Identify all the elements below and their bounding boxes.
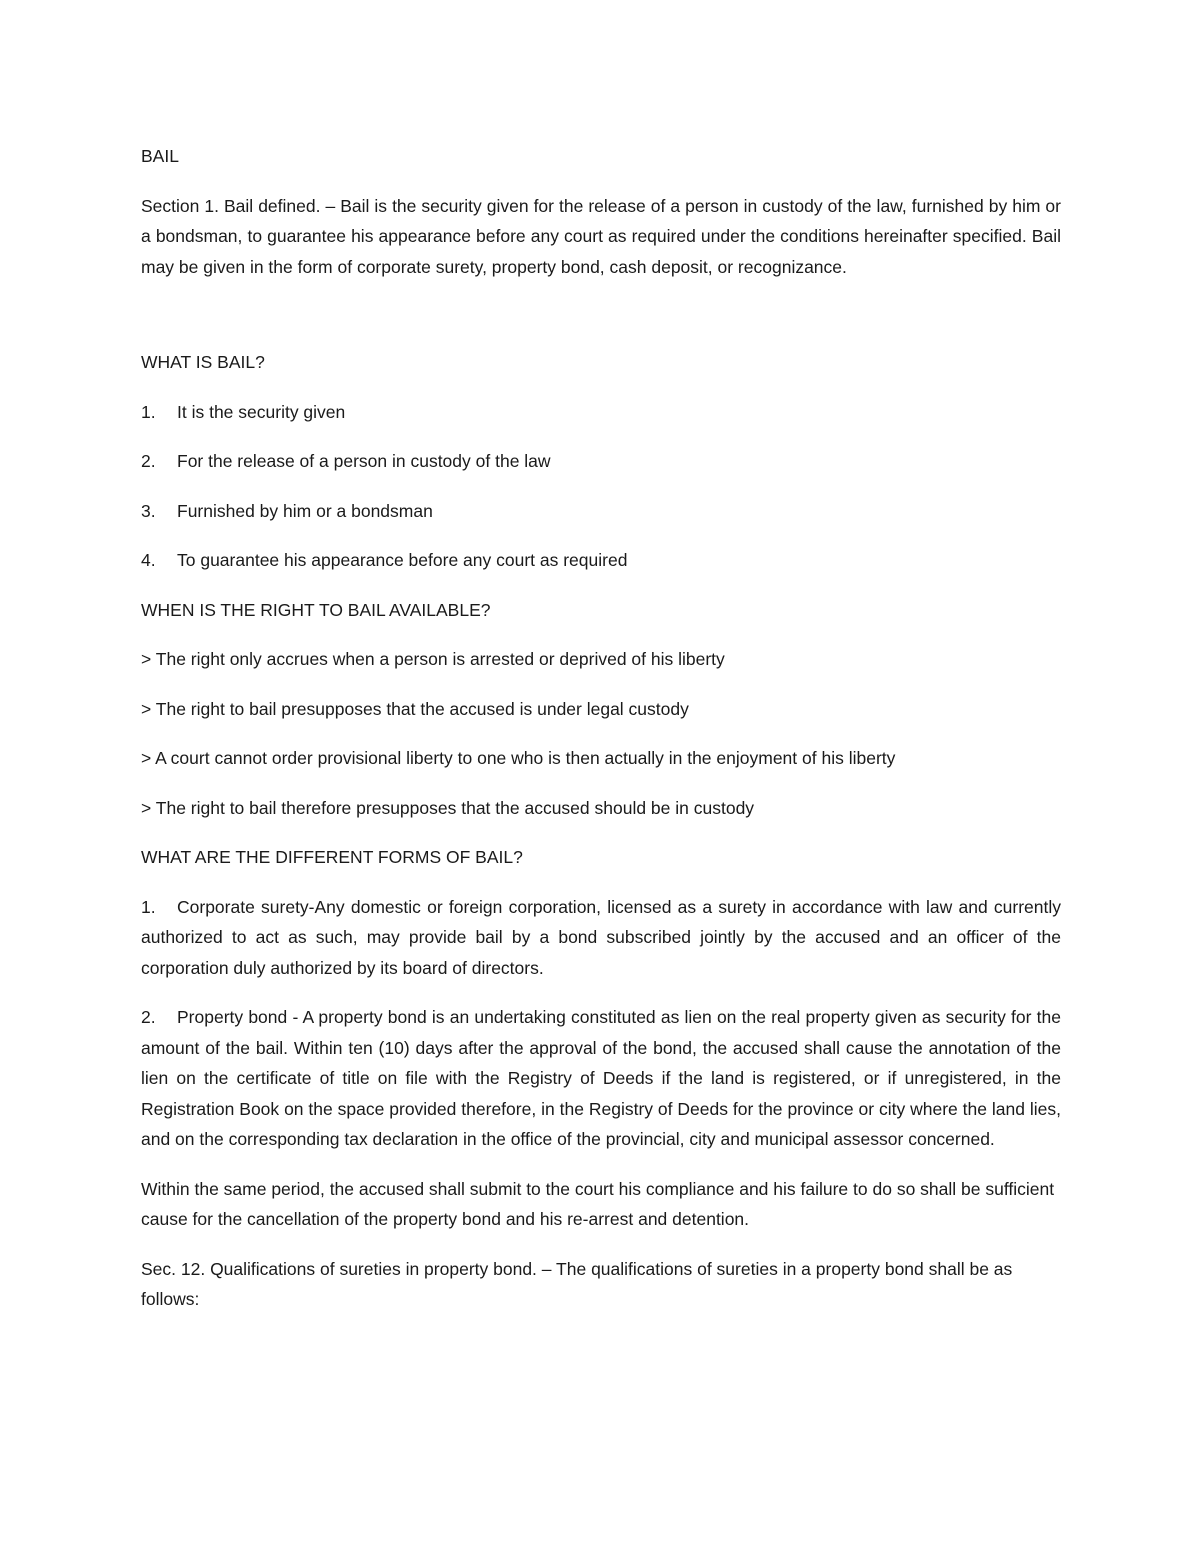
list-item [141,496,1061,527]
list-number: 4. [141,550,156,570]
list-number: 2. [141,1007,156,1027]
list-number: 1. [141,401,156,422]
list-text: It is the security given [177,401,346,422]
bullet-line: > The right only accrues when a person is arrested or deprived of his liberty [141,649,725,669]
corporate-surety-paragraph [141,892,1061,984]
list-text: Corporate surety-Any domestic or foreign corporation, licensed as a surety in accordance with law and currently authorized to act as such, may provide bail by a bond subscribed jointly by the accused and an officer of the corporation duly authorized by its board of directors. [141,896,1061,978]
document-title: BAIL [141,146,179,166]
list-text: For the release of a person in custody of the law [177,451,551,471]
bullet-line: > A court cannot order provisional liberty to one who is then actually in the enjoyment of his liberty [141,748,896,768]
property-bond-paragraph [141,1002,1061,1155]
section-1-paragraph: Section 1. Bail defined. – Bail is the security given for the release of a person in custody of the law, furnished by him or a bondsman, to guarantee his appearance before any court as required under the conditions hereinafter specified. Bail may be given in the form of corporate surety, property bond, cash deposit, or recognizance. [141,195,1061,277]
list-number: 3. [141,500,156,521]
bullet-line: > The right to bail presupposes that the accused is under legal custody [141,698,689,719]
list-number: 2. [141,451,156,471]
list-number: 1. [141,896,156,917]
list-text: To guarantee his appearance before any court as required [177,550,628,570]
document-page [141,141,1061,1334]
bullet-line: > The right to bail therefore presupposes that the accused should be in custody [141,797,755,818]
sec-12-paragraph: Sec. 12. Qualifications of sureties in property bond. – The qualifications of sureties in a property bond shall be as follows: [141,1258,1013,1309]
forms-of-bail-heading: WHAT ARE THE DIFFERENT FORMS OF BAIL? [141,847,523,867]
list-item [141,545,1061,576]
when-available-heading: WHEN IS THE RIGHT TO BAIL AVAILABLE? [141,599,491,620]
list-item [141,446,1061,477]
list-text: Property bond - A property bond is an undertaking constituted as lien on the real property given as security for the amount of the bail. Within ten (10) days after the approval of the bond, the accused shall cause the annotation of the lien on the certificate of title on file with the Registry of Deeds if the land is registered, or if unregistered, in the Registration Book on the space provided therefore, in the Registry of Deeds for the province or city where the land lies, and on the corresponding tax declaration in the office of the provincial, city and municipal assessor concerned. [141,1007,1061,1149]
list-text: Furnished by him or a bondsman [177,500,433,521]
list-item [141,397,1061,428]
within-same-period-paragraph: Within the same period, the accused shall submit to the court his compliance and his failure to do so shall be sufficient cause for the cancellation of the property bond and his re-arrest and detention. [141,1178,1055,1229]
what-is-bail-heading: WHAT IS BAIL? [141,352,265,372]
